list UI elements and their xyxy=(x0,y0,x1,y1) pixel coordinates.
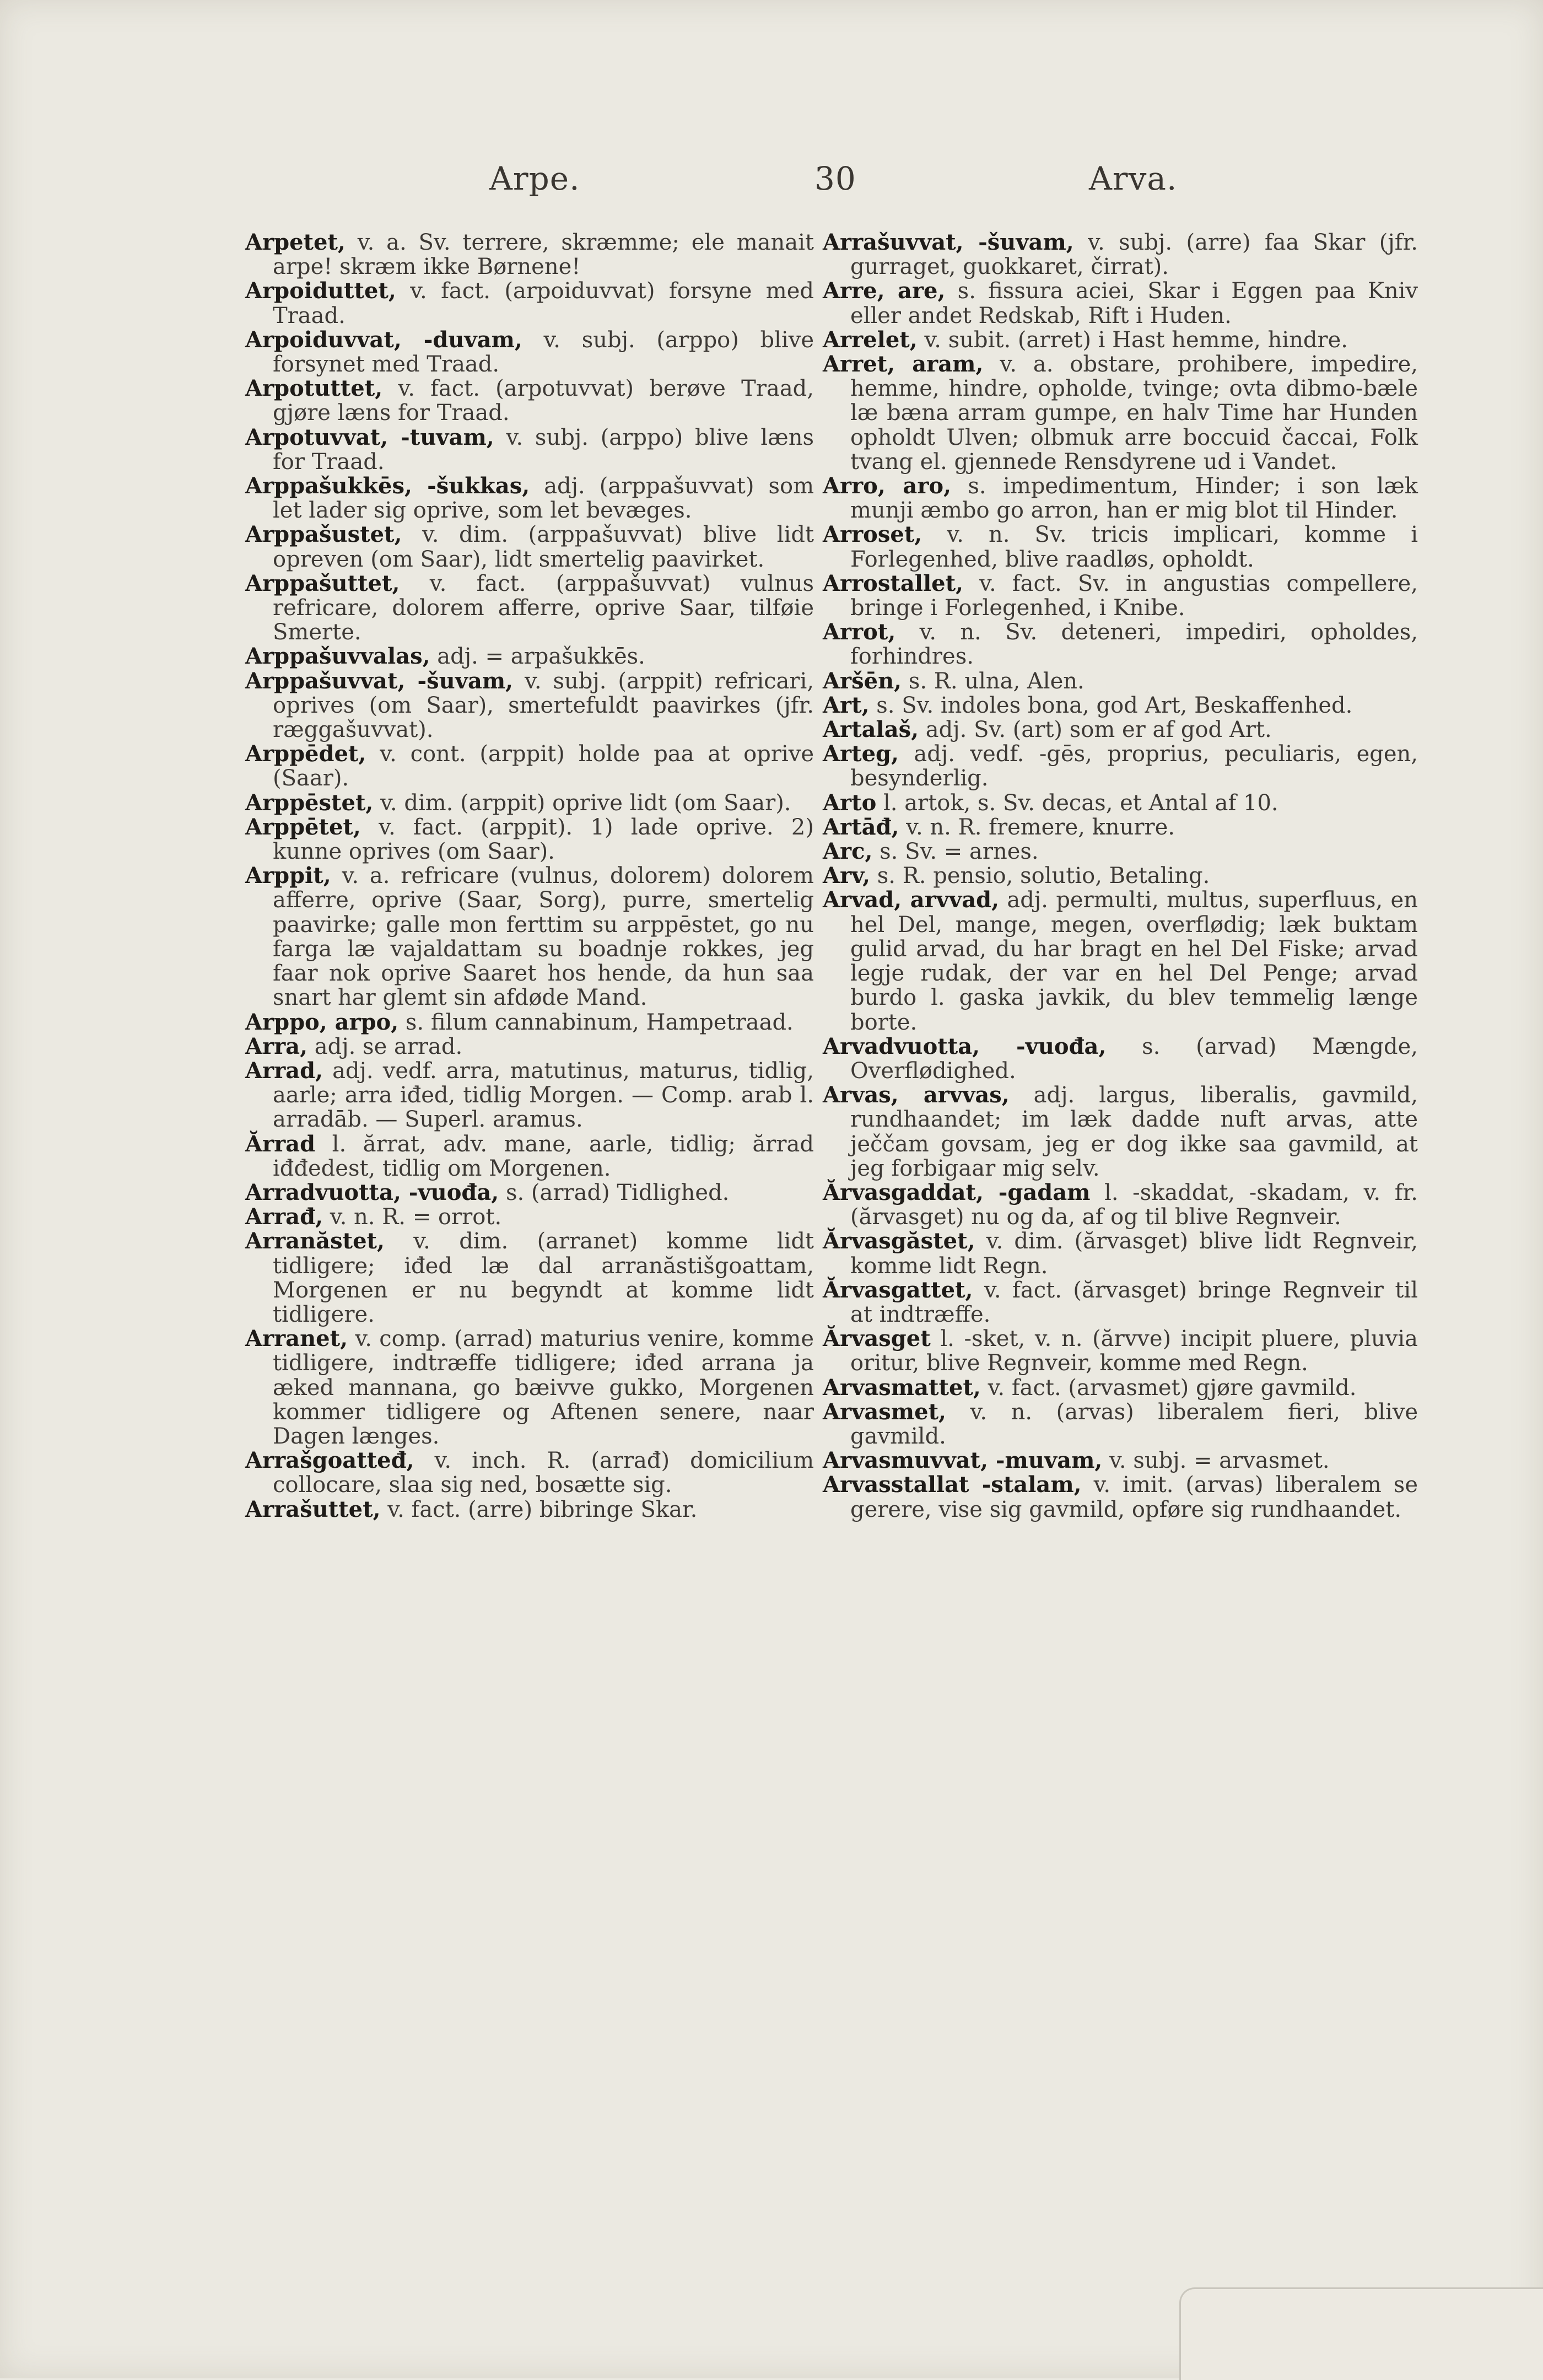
definition: v. subit. (arret) i Hast hemme, hindre. xyxy=(924,327,1348,353)
headword: Arppētet, xyxy=(245,814,361,840)
dictionary-entry xyxy=(823,1083,1418,1181)
headword: Arppit, xyxy=(245,863,331,889)
definition: v. dim. (ărvasget) blive lidt Regnveir, komme lidt Regn. xyxy=(850,1229,1418,1279)
dictionary-entry xyxy=(245,1059,814,1132)
definition: v. inch. R. (arrađ) domicilium collocare, slaa sig ned, bosætte sig. xyxy=(273,1448,814,1498)
headword: Artalaš, xyxy=(823,717,919,743)
headword: Arppašukkēs, -šukkas, xyxy=(245,473,530,499)
dictionary-entry xyxy=(245,328,814,376)
dictionary-entry xyxy=(245,1205,814,1229)
dictionary-entry xyxy=(823,888,1418,1034)
dictionary-entry xyxy=(823,1473,1418,1521)
dictionary-entry xyxy=(245,669,814,742)
definition: v. fact. (arre) bibringe Skar. xyxy=(387,1496,698,1522)
left-column xyxy=(245,230,814,1522)
definition: v. fact. (arppašuvvat) vulnus refricare, dolorem afferre, oprive Saar, tilføie Smerte. xyxy=(273,570,814,645)
headword: Arpotuttet, xyxy=(245,375,383,402)
dictionary-entry xyxy=(245,815,814,864)
dictionary-entry xyxy=(245,742,814,790)
headword: Arppašustet, xyxy=(245,521,402,548)
definition: v. a. refricare (vulnus, dolorem) dolorem afferre, oprive (Saar, Sorg), purre, smertelig paavirke; galle mon ferttim su arppēstet, go nu farga læ vajaldattam su boadnje rokkes, jeg faar nok oprive Saaret hos hende, da hun saa snart har glemt sin afdøde Mand. xyxy=(273,863,814,1011)
definition: v. dim. (arppit) oprive lidt (om Saar). xyxy=(380,790,791,816)
dictionary-entry xyxy=(245,1035,814,1059)
headword: Ărvasgaddat, -gadam xyxy=(823,1179,1091,1205)
definition: v. cont. (arppit) holde paa at oprive (Saar). xyxy=(273,741,814,791)
running-head-left: Arpe. xyxy=(489,160,580,197)
headword: Arpotuvvat, -tuvam, xyxy=(245,424,494,450)
headword: Arret, aram, xyxy=(823,351,984,378)
headword: Ărvasgattet, xyxy=(823,1277,973,1303)
definition: v. n. R. = orrot. xyxy=(330,1204,502,1230)
dictionary-entry xyxy=(823,230,1418,279)
dictionary-entry xyxy=(245,1010,814,1035)
headword: Arc, xyxy=(823,838,873,865)
definition: v. subj. = arvasmet. xyxy=(1109,1448,1330,1474)
headword: Arrot, xyxy=(823,619,896,645)
headword: Arranăstet, xyxy=(245,1228,385,1254)
dictionary-entry xyxy=(245,1498,814,1522)
dictionary-entry xyxy=(823,1035,1418,1083)
dictionary-entry xyxy=(823,815,1418,839)
definition: s. Sv. = arnes. xyxy=(880,839,1039,865)
definition: l. ărrat, adv. mane, aarle, tidlig; ărrad iđđedest, tidlig om Morgenen. xyxy=(273,1131,814,1181)
definition: s. Sv. indoles bona, god Art, Beskaffenhed. xyxy=(876,692,1353,718)
definition: v. fact. Sv. in angustias compellere, bringe i Forlegenhed, i Knibe. xyxy=(850,570,1418,621)
dictionary-entry xyxy=(245,644,814,669)
definition: v. subj. (arppo) blive læns for Traad. xyxy=(273,424,814,475)
headword: Arto xyxy=(823,789,877,816)
dictionary-entry xyxy=(245,791,814,815)
headword: Arppēstet, xyxy=(245,789,374,816)
definition: v. comp. (arrad) maturius venire, komme tidligere, indtræffe tidligere; iđed arrana ja æked mannana, go bæivve gukko, Morgenen kommer tidligere og Aftenen senere, naar Dagen længes. xyxy=(273,1326,814,1449)
headword: Artāđ, xyxy=(823,814,899,840)
headword: Arrašuttet, xyxy=(245,1496,381,1522)
dictionary-entry xyxy=(823,328,1418,352)
definition: s. R. pensio, solutio, Betaling. xyxy=(877,863,1210,889)
dictionary-entry xyxy=(245,523,814,571)
definition: s. impedimentum, Hinder; i son læk munji æmbo go arron, han er mig blot til Hinder. xyxy=(850,473,1418,524)
definition: v. fact. (arpoiduvvat) forsyne med Traad. xyxy=(273,278,814,329)
headword: Arpoiduvvat, -duvam, xyxy=(245,326,522,353)
definition: v. fact. (arpotuvvat) berøve Traad, gjøre læns for Traad. xyxy=(273,376,814,426)
definition: v. n. R. fremere, knurre. xyxy=(906,814,1175,840)
dictionary-entry xyxy=(823,718,1418,742)
headword: Arvadvuotta, -vuođa, xyxy=(823,1033,1107,1059)
definition: v. subj. (arppo) blive forsynet med Traad. xyxy=(273,327,814,378)
definition: v. dim. (arppašuvvat) blive lidt opreven (om Saar), lidt smertelig paavirket. xyxy=(273,522,814,572)
dictionary-entry xyxy=(245,474,814,523)
headword: Art, xyxy=(823,692,870,718)
definition: v. fact. (arppit). 1) lade oprive. 2) kunne oprives (om Saar). xyxy=(273,814,814,865)
headword: Arpetet, xyxy=(245,229,346,255)
dictionary-entry xyxy=(823,742,1418,790)
definition: adj. Sv. (art) som er af god Art. xyxy=(925,717,1272,743)
definition: adj. largus, liberalis, gavmild, rundhaandet; im læk dadde nuft arvas, atte ječčam govsam, jeg er dog ikke saa gavmild, at jeg forbigaar mig selv. xyxy=(850,1083,1418,1181)
dictionary-entry xyxy=(823,791,1418,815)
dictionary-entry xyxy=(823,669,1418,693)
dictionary-entry xyxy=(245,572,814,645)
definition: l. -skaddat, -skadam, v. fr. (ărvasget) nu og da, af og til blive Regnveir. xyxy=(850,1180,1418,1230)
dictionary-entry xyxy=(823,1181,1418,1229)
definition: s. (arvad) Mængde, Overflødighed. xyxy=(850,1033,1418,1084)
dictionary-entry xyxy=(823,279,1418,327)
headword: Arrađ, xyxy=(245,1204,323,1230)
headword: Arranet, xyxy=(245,1326,348,1352)
headword: Arv, xyxy=(823,863,871,889)
dictionary-entry xyxy=(245,864,814,1010)
dictionary-entry xyxy=(823,1449,1418,1473)
dictionary-entry xyxy=(823,864,1418,888)
headword: Arrelet, xyxy=(823,326,918,353)
headword: Arvasstallat -stalam, xyxy=(823,1472,1082,1498)
headword: Arvas, arvvas, xyxy=(823,1082,1010,1108)
definition: adj. permulti, multus, superfluus, en hel Del, mange, megen, overflødig; læk buktam gulid arvad, du har bragt en hel Del Fiske; arvad legje rudak, der var en hel Del Penge; arvad burdo l. gaska javkik, du blev temmelig længe borte. xyxy=(850,887,1418,1035)
headword: Aršēn, xyxy=(823,667,902,694)
dictionary-entry xyxy=(823,1229,1418,1278)
headword: Arrad, xyxy=(245,1057,323,1084)
dictionary-entry xyxy=(823,693,1418,718)
definition: l. -sket, v. n. (ărvve) incipit pluere, pluvia oritur, blive Regnveir, komme med Regn. xyxy=(850,1326,1418,1376)
page-corner-tab xyxy=(1179,2287,1543,2380)
headword: Arvasmuvvat, -muvam, xyxy=(823,1447,1103,1474)
dictionary-entry xyxy=(823,1278,1418,1327)
definition: v. n. Sv. tricis implicari, komme i Forlegenhed, blive raadløs, opholdt. xyxy=(850,522,1418,572)
headword: Arppo, arpo, xyxy=(245,1009,399,1035)
right-column xyxy=(823,230,1418,1522)
headword: Arra, xyxy=(245,1033,308,1059)
definition: v. n. (arvas) liberalem fieri, blive gavmild. xyxy=(850,1399,1418,1449)
headword: Arpoiduttet, xyxy=(245,278,396,304)
running-head-right: Arva. xyxy=(1089,160,1178,197)
headword: Arrašgoatteđ, xyxy=(245,1447,414,1474)
definition: s. fissura aciei, Skar i Eggen paa Kniv eller andet Redskab, Rift i Huden. xyxy=(850,278,1418,329)
headword: Ărrad xyxy=(245,1130,316,1157)
definition: v. n. Sv. deteneri, impediri, opholdes, forhindres. xyxy=(850,620,1418,670)
dictionary-entry xyxy=(245,279,814,327)
definition: adj. vedf. arra, matutinus, maturus, tidlig, aarle; arra iđed, tidlig Morgen. — Comp. arab l. arradāb. — Superl. aramus. xyxy=(273,1058,814,1133)
definition: v. dim. (arranet) komme lidt tidligere; iđed læ dal arranăstišgoattam, Morgenen er nu begyndt at komme lidt tidligere. xyxy=(273,1229,814,1327)
dictionary-entry xyxy=(245,230,814,279)
dictionary-entry xyxy=(823,572,1418,620)
dictionary-entry xyxy=(823,839,1418,864)
dictionary-entry xyxy=(245,426,814,474)
definition: s. filum cannabinum, Hampetraad. xyxy=(405,1009,794,1035)
dictionary-entry xyxy=(245,1327,814,1449)
headword: Arteg, xyxy=(823,741,899,767)
definition: v. fact. (ărvasget) bringe Regnveir til at indtræffe. xyxy=(850,1277,1418,1327)
definition: adj. se arrad. xyxy=(314,1033,463,1059)
dictionary-entry xyxy=(823,1376,1418,1400)
headword: Arvasmattet, xyxy=(823,1374,981,1401)
page-number: 30 xyxy=(814,160,856,197)
headword: Ărvasget xyxy=(823,1326,931,1352)
definition: adj. (arppašuvvat) som let lader sig oprive, som let bevæges. xyxy=(273,473,814,524)
definition: v. a. obstare, prohibere, impedire, hemme, hindre, opholde, tvinge; ovta dibmo-bæle læ bæna arram gumpe, en halv Time har Hunden opholdt Ulven; olbmuk arre boccuid čaccai, Folk tvang el. gjennede Rensdyrene ud i Vandet. xyxy=(850,352,1418,475)
headword: Arvasmet, xyxy=(823,1398,946,1425)
dictionary-entry xyxy=(823,1327,1418,1375)
definition: v. subj. (arre) faa Skar (jfr. gurraget, guokkaret, čirrat). xyxy=(850,230,1418,280)
definition: adj. = arpašukkēs. xyxy=(437,644,645,670)
dictionary-entry xyxy=(245,376,814,425)
headword: Arppēdet, xyxy=(245,741,366,767)
definition: v. a. Sv. terrere, skræmme; ele manait arpe! skræm ikke Børnene! xyxy=(273,230,814,280)
headword: Arrostallet, xyxy=(823,570,964,596)
headword: Arro, aro, xyxy=(823,473,951,499)
definition: s. R. ulna, Alen. xyxy=(908,668,1085,694)
definition: v. imit. (arvas) liberalem se gerere, vise sig gavmild, opføre sig rundhaandet. xyxy=(850,1472,1418,1522)
headword: Arvad, arvvad, xyxy=(823,887,1000,913)
headword: Ărvasgăstet, xyxy=(823,1228,975,1254)
dictionary-entry xyxy=(245,1132,814,1181)
headword: Arppašuttet, xyxy=(245,570,400,596)
headword: Arppašuvvalas, xyxy=(245,643,430,670)
headword: Arre, are, xyxy=(823,278,946,304)
definition: v. subj. (arppit) refricari, oprives (om Saar), smertefuldt paavirkes (jfr. ræggašuvvat). xyxy=(273,668,814,743)
dictionary-entry xyxy=(823,620,1418,669)
dictionary-entry xyxy=(245,1181,814,1205)
dictionary-entry xyxy=(245,1449,814,1497)
headword: Arroset, xyxy=(823,521,922,548)
definition: adj. vedf. -gēs, proprius, peculiaris, egen, besynderlig. xyxy=(850,741,1418,791)
headword: Arrašuvvat, -šuvam, xyxy=(823,229,1074,255)
definition: l. artok, s. Sv. decas, et Antal af 10. xyxy=(883,790,1278,816)
headword: Arradvuotta, -vuođa, xyxy=(245,1179,499,1205)
definition: v. fact. (arvasmet) gjøre gavmild. xyxy=(988,1375,1357,1401)
dictionary-entry xyxy=(245,1229,814,1327)
dictionary-entry xyxy=(823,474,1418,523)
definition: s. (arrad) Tidlighed. xyxy=(505,1180,730,1205)
headword: Arppašuvvat, -šuvam, xyxy=(245,667,514,694)
dictionary-entry xyxy=(823,352,1418,474)
dictionary-entry xyxy=(823,523,1418,571)
dictionary-entry xyxy=(823,1400,1418,1449)
